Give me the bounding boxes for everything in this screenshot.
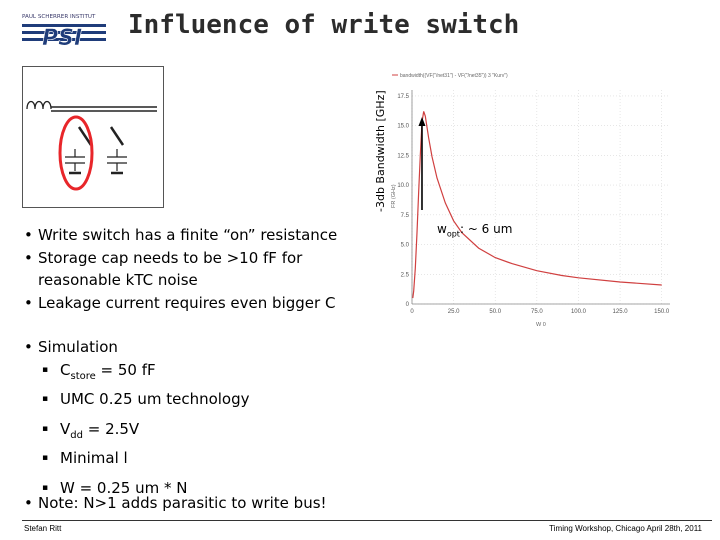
x-tick-label: 150.0 (654, 309, 670, 315)
bullet-list-top (24, 224, 374, 314)
note-list (24, 492, 364, 515)
x-tick-label: 0 (410, 309, 414, 315)
y-tick-label: 7.5 (400, 212, 409, 219)
w-opt-main: w (437, 222, 447, 236)
chart-xlabel: W 0 (536, 322, 546, 328)
storage-capacitor-icon (65, 149, 127, 173)
y-axis-label: -3db Bandwidth [GHz] (374, 90, 387, 212)
highlight-ellipse (60, 117, 92, 189)
x-tick-label: 100.0 (570, 309, 586, 315)
write-switch-schematic (22, 66, 164, 208)
y-tick-label: 5.0 (400, 242, 409, 249)
y-tick-label: 10.0 (397, 183, 409, 190)
bullet-storage-cap: • Storage cap needs to be >10 fF for reasonable kTC noise (24, 247, 374, 292)
x-tick-label: 75.0 (530, 309, 543, 315)
footer-event: Timing Workshop, Chicago April 28th, 2011 (549, 524, 702, 533)
y-tick-label: 0 (405, 302, 409, 308)
chart-ylabel: FR (GHz) (391, 184, 397, 208)
arrow-head-icon (418, 117, 425, 126)
series-line (413, 111, 662, 298)
simulation-list (24, 336, 364, 506)
y-tick-label: 15.0 (397, 123, 409, 130)
bullet-leakage: • Leakage current requires even bigger C (24, 292, 374, 315)
w-opt-rest: : ~ 6 um (459, 222, 513, 236)
write-switch-icon (79, 127, 123, 145)
y-tick-label: 17.5 (397, 93, 409, 100)
sim-item: ▪ $C_{store} = 50$ fF (24, 359, 364, 389)
sim-item: ▪ $V_{dd} = 2.5V$ (24, 418, 364, 448)
logo-mark: PSI (42, 26, 83, 48)
note-text: • Note: N>1 adds parasitic to write bus! (24, 492, 364, 515)
x-tick-label: 125.0 (612, 309, 628, 315)
footer-divider (22, 520, 712, 521)
bandwidth-plot (388, 68, 678, 328)
x-tick-label: 25.0 (447, 309, 460, 315)
logo-top-text: PAUL SCHERRER INSTITUT (22, 14, 96, 20)
w-opt-annotation (437, 222, 512, 238)
bullet-write-switch: • Write switch has a finite “on” resistance (24, 224, 374, 247)
page-title: Influence of write switch (128, 10, 520, 40)
w-opt-sub: opt (446, 229, 460, 239)
x-tick-label: 50.0 (489, 309, 502, 315)
inductor-coil-icon (27, 102, 51, 110)
chart-title: bandwidth((VF("/net31") - VF("/net35")) 3 "Kurv") (400, 73, 508, 79)
sim-item: ▪ Minimal l (24, 447, 364, 477)
psi-logo (22, 12, 106, 48)
y-tick-label: 2.5 (400, 272, 409, 279)
footer-author: Stefan Ritt (24, 524, 62, 533)
y-tick-label: 12.5 (397, 153, 409, 160)
simulation-heading: • Simulation (24, 336, 364, 359)
sim-item: ▪ W = 0.25 um * N (24, 477, 364, 507)
sim-item: ▪ UMC 0.25 um technology (24, 388, 364, 418)
